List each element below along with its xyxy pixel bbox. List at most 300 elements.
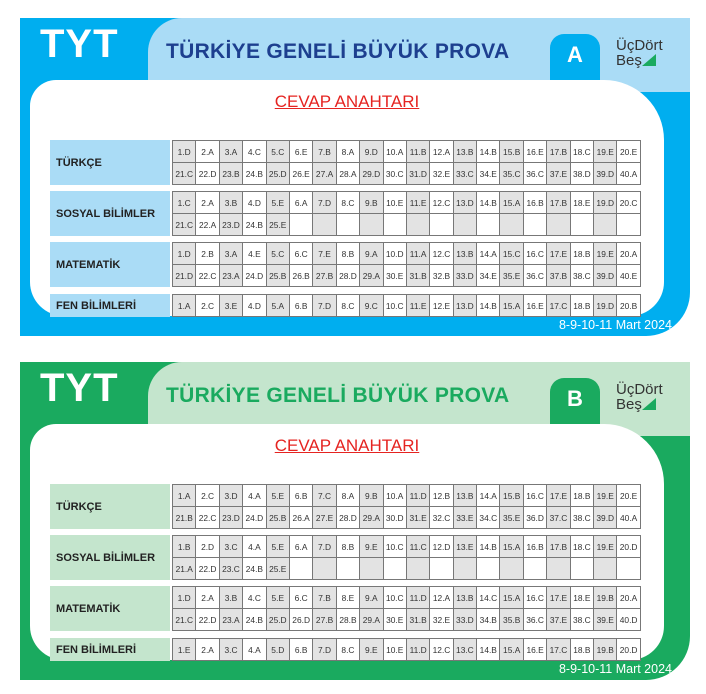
answer-cell: 10.D [383,243,406,264]
exam-type-label: TYT [40,366,119,410]
answer-cell: 35.C [499,163,522,184]
answer-cell: 38.C [570,265,593,286]
answer-cell: 16.C [523,587,546,608]
answer-cell: 9.B [359,485,382,506]
answer-cell: 19.D [593,192,616,213]
answer-row [173,264,640,286]
answer-cell: 21.B [173,507,195,528]
answer-cell: 32.B [429,265,452,286]
answer-cell: 40.A [616,163,639,184]
answer-cell [406,214,429,235]
answer-cell: 4.A [242,639,265,660]
answer-cell: 3.B [219,192,242,213]
answer-cell: 11.D [406,485,429,506]
answer-cell: 6.B [289,639,312,660]
answer-key-card-b [20,362,690,680]
answer-cell: 12.C [429,243,452,264]
answer-cell: 18.B [570,243,593,264]
answer-key-card-a [20,18,690,336]
answer-cell: 26.D [289,609,312,630]
answer-cell: 9.E [359,639,382,660]
answer-row [173,213,640,235]
answer-cell: 38.D [570,163,593,184]
answer-cell: 2.A [195,639,218,660]
answer-cell [546,214,569,235]
answer-cell: 19.E [593,536,616,557]
logo-triangle-icon [642,398,656,410]
answer-cell: 9.C [359,295,382,316]
answer-cell: 31.D [406,163,429,184]
answer-cell [523,214,546,235]
answer-cell: 5.E [266,485,289,506]
answer-cell: 9.E [359,536,382,557]
answer-cell [289,214,312,235]
answer-row [173,485,640,506]
answer-row [173,587,640,608]
answer-cell: 25.E [266,558,289,579]
section-1 [50,191,641,236]
answer-cell: 13.B [453,485,476,506]
answer-cell: 16.C [523,243,546,264]
answer-cell: 23.D [219,214,242,235]
answer-cell: 18.C [570,536,593,557]
answer-cell: 39.D [593,265,616,286]
answer-grid [172,294,641,317]
answer-cell: 33.D [453,265,476,286]
answer-cell: 36.C [523,163,546,184]
answer-row [173,557,640,579]
answer-cell: 11.A [406,243,429,264]
answer-cell: 33.E [453,507,476,528]
logo-line-2-text: Beş [616,52,642,69]
section-1 [50,535,641,580]
answer-cell: 9.D [359,141,382,162]
answer-cell: 16.B [523,536,546,557]
answer-cell: 26.A [289,507,312,528]
answer-cell: 19.E [593,141,616,162]
answer-cell: 6.B [289,295,312,316]
answer-cell: 19.B [593,587,616,608]
answer-cell: 38.C [570,507,593,528]
booklet-badge: A [550,34,600,94]
answer-cell: 28.D [336,265,359,286]
answer-cell: 8.C [336,295,359,316]
answer-cell: 15.A [499,192,522,213]
answer-row [173,608,640,630]
answer-cell: 16.B [523,192,546,213]
answer-row [173,506,640,528]
section-label: SOSYAL BİLİMLER [50,535,170,580]
answer-cell [336,214,359,235]
answer-grid [172,140,641,185]
answer-cell: 27.B [312,609,335,630]
answer-cell: 30.E [383,609,406,630]
answer-cell: 14.A [476,485,499,506]
answer-key-heading: CEVAP ANAHTARI [274,92,420,111]
answer-cell: 31.E [406,507,429,528]
answer-cell: 12.C [429,639,452,660]
answer-cell: 25.E [266,214,289,235]
answer-cell [616,214,639,235]
answer-cell: 10.E [383,192,406,213]
answer-cell: 37.E [546,163,569,184]
answer-cell: 3.D [219,485,242,506]
answer-cell [383,558,406,579]
answer-cell: 1.D [173,141,195,162]
answer-cell: 20.D [616,639,639,660]
answer-cell: 1.C [173,192,195,213]
answer-cell: 3.C [219,639,242,660]
answer-cell: 37.E [546,609,569,630]
answer-cell: 35.E [499,507,522,528]
answer-cell: 9.A [359,587,382,608]
answer-cell: 18.B [570,639,593,660]
answer-panel [30,424,664,660]
answer-cell: 23.B [219,163,242,184]
answer-cell: 8.A [336,485,359,506]
answer-cell [359,214,382,235]
answer-cell [593,214,616,235]
section-3 [50,638,641,661]
answer-cell: 20.A [616,587,639,608]
answer-cell: 14.C [476,587,499,608]
answer-cell: 39.D [593,163,616,184]
answer-cell: 14.A [476,243,499,264]
answer-cell: 35.E [499,265,522,286]
answer-cell: 21.C [173,609,195,630]
answer-cell: 1.A [173,295,195,316]
answer-cell: 13.B [453,141,476,162]
answer-cell: 2.A [195,587,218,608]
answer-cell: 28.A [336,163,359,184]
answer-cell: 24.B [242,214,265,235]
logo-line-2 [616,53,676,68]
answer-cell: 32.C [429,507,452,528]
answer-cell: 12.C [429,192,452,213]
answer-cell: 33.C [453,163,476,184]
answer-cell: 6.C [289,587,312,608]
answer-row [173,536,640,557]
answer-cell: 24.D [242,265,265,286]
answer-cell: 7.D [312,295,335,316]
answer-cell: 18.C [570,141,593,162]
answer-cell: 14.B [476,639,499,660]
section-2 [50,242,641,287]
answer-grid [172,242,641,287]
logo-line-1: ÜçDört [616,37,663,54]
answer-cell: 11.D [406,587,429,608]
answer-cell: 15.B [499,485,522,506]
answer-cell: 14.B [476,192,499,213]
logo-line-1: ÜçDört [616,381,663,398]
answer-cell: 10.A [383,485,406,506]
answer-cell: 24.B [242,163,265,184]
section-label: TÜRKÇE [50,484,170,529]
answer-cell: 17.E [546,243,569,264]
answer-cell: 36.D [523,507,546,528]
answer-cell: 7.B [312,587,335,608]
answer-cell: 19.E [593,243,616,264]
answer-cell [593,558,616,579]
answer-cell: 2.C [195,295,218,316]
answer-grid [172,586,641,631]
answer-cell: 4.A [242,536,265,557]
answer-cell: 21.D [173,265,195,286]
answer-cell: 2.C [195,485,218,506]
answer-cell: 14.B [476,295,499,316]
answer-cell: 2.A [195,141,218,162]
answer-cell: 5.D [266,639,289,660]
answer-cell: 19.D [593,295,616,316]
answer-cell: 8.C [336,192,359,213]
answer-cell: 22.D [195,558,218,579]
answer-cell [406,558,429,579]
answer-cell: 7.D [312,192,335,213]
answer-cell: 28.B [336,609,359,630]
answer-cell: 4.E [242,243,265,264]
answer-cell: 34.C [476,507,499,528]
answer-cell: 18.E [570,587,593,608]
answer-cell: 3.C [219,536,242,557]
answer-cell: 21.C [173,214,195,235]
answer-cell: 18.E [570,192,593,213]
answer-row [173,192,640,213]
answer-cell: 15.B [499,141,522,162]
answer-cell: 3.A [219,141,242,162]
answer-cell: 30.E [383,265,406,286]
answer-key-heading: CEVAP ANAHTARI [274,436,420,455]
answer-cell: 8.B [336,536,359,557]
answer-cell: 6.B [289,485,312,506]
answer-cell [546,558,569,579]
answer-cell: 10.E [383,639,406,660]
answer-cell: 5.E [266,192,289,213]
section-label: MATEMATİK [50,586,170,631]
logo-triangle-icon [642,54,656,66]
answer-cell: 18.B [570,295,593,316]
answer-cell: 40.D [616,609,639,630]
answer-cell: 15.A [499,295,522,316]
answer-cell: 20.B [616,295,639,316]
answer-cell: 5.E [266,536,289,557]
answer-cell: 5.E [266,587,289,608]
section-label: FEN BİLİMLERİ [50,294,170,317]
answer-cell [289,558,312,579]
answer-cell: 26.B [289,265,312,286]
answer-cell: 17.B [546,536,569,557]
answer-cell [570,558,593,579]
answer-cell: 27.A [312,163,335,184]
answer-row [173,141,640,162]
answer-cell: 28.D [336,507,359,528]
answer-cell: 8.A [336,141,359,162]
answer-cell: 8.C [336,639,359,660]
answer-cell: 9.B [359,192,382,213]
section-label: MATEMATİK [50,242,170,287]
answer-row [173,162,640,184]
answer-cell: 19.B [593,639,616,660]
answer-cell: 20.D [616,536,639,557]
answer-cell [499,214,522,235]
answer-cell [312,214,335,235]
answer-cell: 13.B [453,587,476,608]
answer-cell: 35.B [499,609,522,630]
answer-cell: 13.C [453,639,476,660]
answer-cell: 22.C [195,265,218,286]
answer-cell: 23.A [219,609,242,630]
answer-cell [616,558,639,579]
answer-cell: 29.A [359,507,382,528]
answer-cell: 21.C [173,163,195,184]
answer-cell: 29.A [359,609,382,630]
answer-cell: 16.E [523,639,546,660]
answer-cell: 12.E [429,295,452,316]
exam-type-label: TYT [40,22,119,66]
answer-grid [172,484,641,529]
answer-grid [172,638,641,661]
answer-cell: 33.D [453,609,476,630]
answer-cell: 1.B [173,536,195,557]
page-title: TÜRKİYE GENELİ BÜYÜK PROVA [166,40,510,63]
answer-cell: 25.D [266,609,289,630]
answer-cell: 3.E [219,295,242,316]
answer-cell: 4.D [242,192,265,213]
answer-cell: 8.B [336,243,359,264]
answer-cell: 17.C [546,639,569,660]
answer-cell [336,558,359,579]
answer-cell: 34.B [476,609,499,630]
section-label: FEN BİLİMLERİ [50,638,170,661]
booklet-badge: B [550,378,600,438]
answer-cell: 11.D [406,639,429,660]
answer-cell: 15.C [499,243,522,264]
answer-cell [429,558,452,579]
answer-cell: 17.E [546,587,569,608]
answer-cell: 13.D [453,295,476,316]
logo-line-2-text: Beş [616,396,642,413]
answer-cell [476,214,499,235]
answer-cell: 4.C [242,587,265,608]
answer-cell: 17.B [546,141,569,162]
answer-cell: 37.C [546,507,569,528]
answer-cell [359,558,382,579]
answer-cell: 17.E [546,485,569,506]
logo-line-2 [616,397,676,412]
answer-cell: 30.D [383,507,406,528]
answer-cell: 31.B [406,609,429,630]
answer-cell: 20.E [616,485,639,506]
answer-cell: 14.B [476,141,499,162]
answer-cell: 37.B [546,265,569,286]
answer-cell: 18.B [570,485,593,506]
section-2 [50,586,641,631]
answer-cell: 13.D [453,192,476,213]
answer-cell: 13.E [453,536,476,557]
answer-cell: 6.A [289,536,312,557]
answer-cell: 21.A [173,558,195,579]
answer-cell: 13.B [453,243,476,264]
section-label: TÜRKÇE [50,140,170,185]
answer-cell [453,214,476,235]
answer-cell: 12.A [429,587,452,608]
exam-date: 8-9-10-11 Mart 2024 [558,318,672,332]
answer-cell: 6.E [289,141,312,162]
answer-cell: 32.E [429,163,452,184]
answer-cell: 11.C [406,536,429,557]
answer-cell: 29.D [359,163,382,184]
answer-cell: 36.C [523,265,546,286]
answer-cell: 25.B [266,265,289,286]
answer-cell: 23.C [219,558,242,579]
answer-cell: 12.B [429,485,452,506]
answer-cell: 2.A [195,192,218,213]
answer-cell [476,558,499,579]
answer-cell: 14.B [476,536,499,557]
answer-cell: 31.B [406,265,429,286]
answer-cell: 15.A [499,536,522,557]
answer-cell: 12.D [429,536,452,557]
answer-cell: 4.A [242,485,265,506]
answer-cell: 38.C [570,609,593,630]
answer-grid [172,191,641,236]
section-0 [50,484,641,529]
answer-grid [172,535,641,580]
answer-cell: 25.D [266,163,289,184]
answer-cell: 22.C [195,507,218,528]
answer-row [173,243,640,264]
answer-cell: 29.A [359,265,382,286]
answer-cell: 10.C [383,587,406,608]
answer-cell: 39.E [593,609,616,630]
answer-cell [383,214,406,235]
answer-cell [312,558,335,579]
answer-cell: 19.E [593,485,616,506]
answer-cell: 23.A [219,265,242,286]
answer-cell: 6.A [289,192,312,213]
answer-cell: 2.D [195,536,218,557]
answer-cell [523,558,546,579]
answer-cell: 20.E [616,141,639,162]
answer-cell: 25.B [266,507,289,528]
answer-cell: 15.A [499,587,522,608]
answer-cell: 7.D [312,536,335,557]
answer-cell: 10.C [383,295,406,316]
publisher-logo [616,38,676,68]
page-title: TÜRKİYE GENELİ BÜYÜK PROVA [166,384,510,407]
answer-panel [30,80,664,316]
answer-cell: 22.D [195,609,218,630]
answer-row [173,639,640,660]
answer-cell: 16.C [523,485,546,506]
answer-cell: 12.A [429,141,452,162]
answer-cell: 5.C [266,243,289,264]
answer-cell: 32.E [429,609,452,630]
answer-cell: 10.A [383,141,406,162]
answer-cell: 3.A [219,243,242,264]
answer-cell: 24.B [242,558,265,579]
answer-cell: 11.E [406,192,429,213]
answer-cell: 16.E [523,141,546,162]
answer-cell: 7.B [312,141,335,162]
section-0 [50,140,641,185]
answer-cell: 20.A [616,243,639,264]
answer-cell: 27.E [312,507,335,528]
answer-cell [570,214,593,235]
answer-cell: 20.C [616,192,639,213]
answer-cell: 1.D [173,587,195,608]
answer-cell: 23.D [219,507,242,528]
answer-cell [453,558,476,579]
